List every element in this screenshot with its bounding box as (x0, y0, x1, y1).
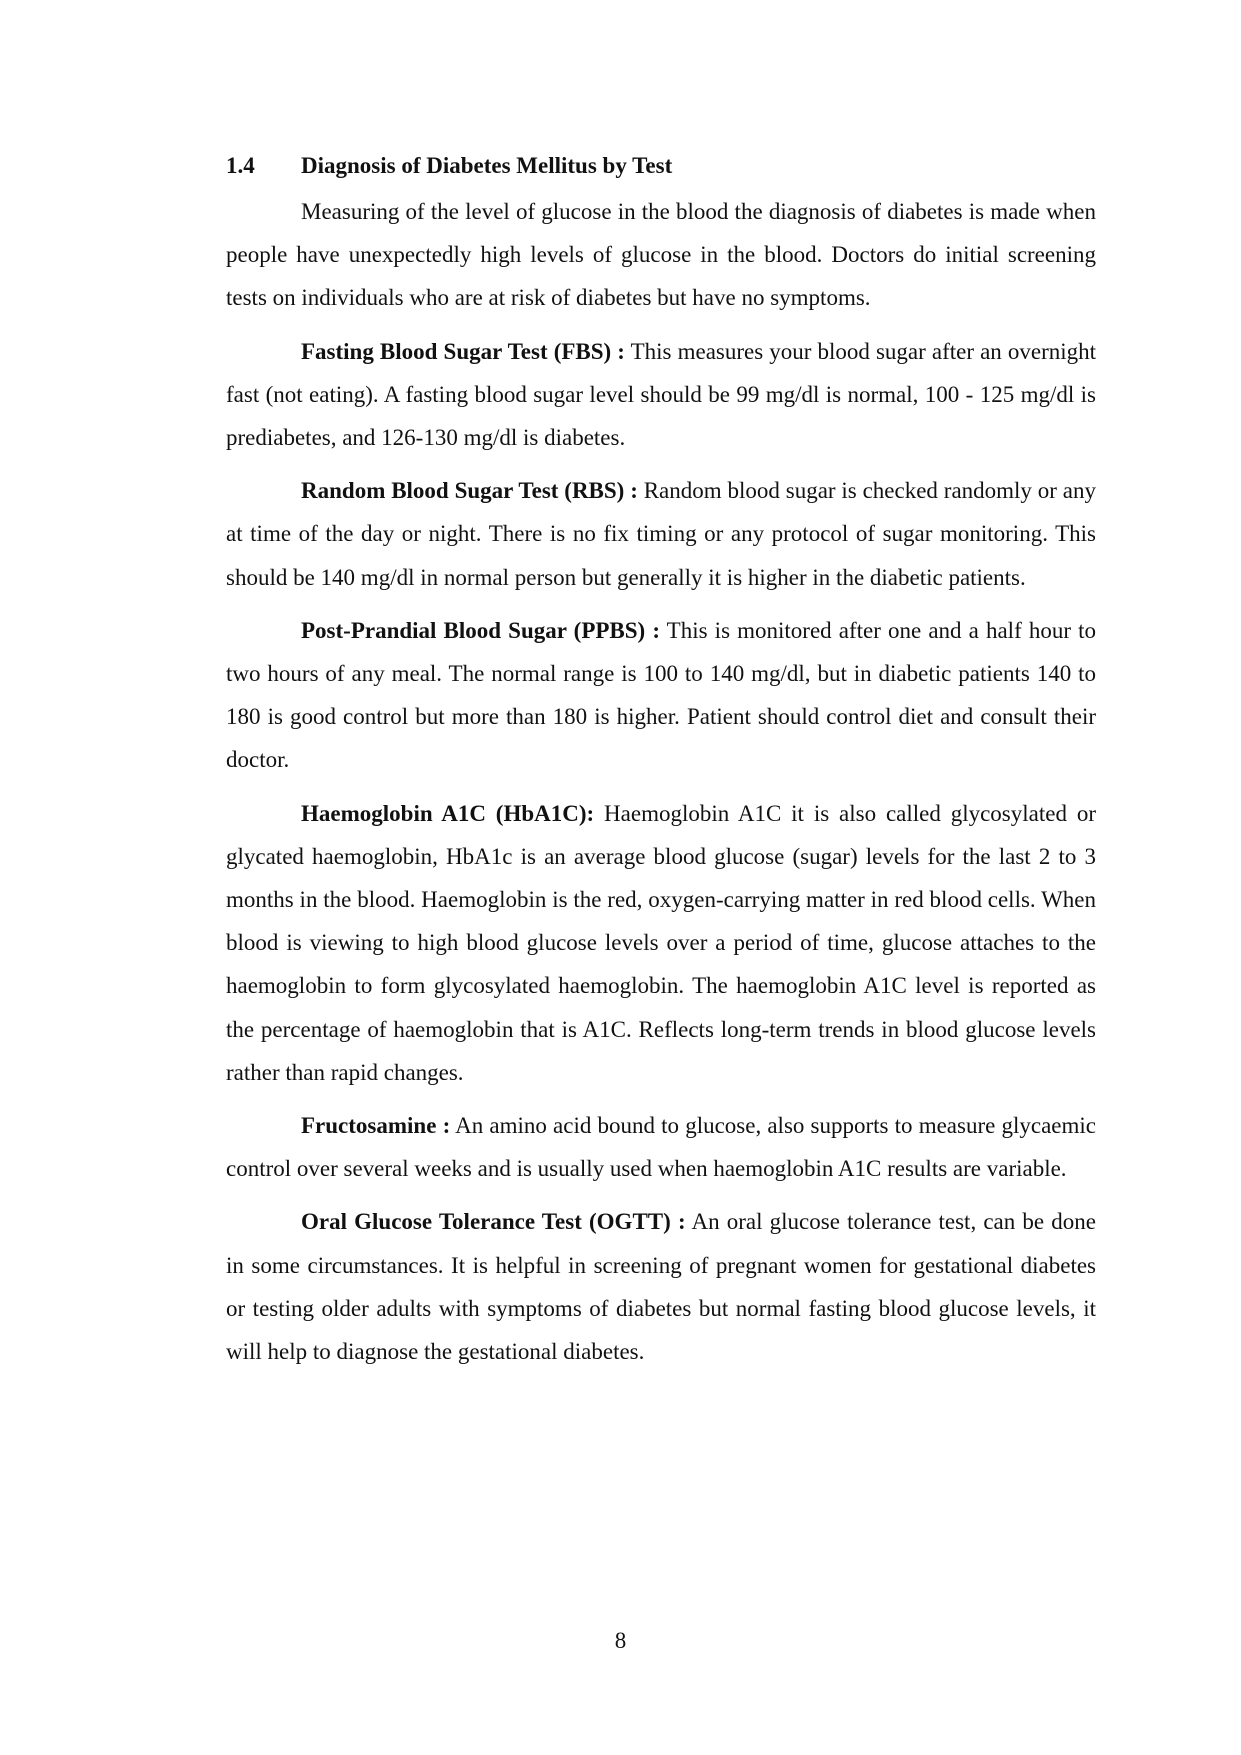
intro-paragraph: Measuring of the level of glucose in the blood the diagnosis of diabetes is made when people have unexpectedly high levels of glucose in the blood. Doctors do initial screening tests on individuals who are at risk of diabetes but have no symptoms. (226, 199, 1096, 311)
page-content (226, 146, 1096, 1383)
paragraph-ppbs (226, 609, 1096, 782)
section-number: 1.4 (226, 153, 255, 178)
term-ppbs: Post-Prandial Blood Sugar (PPBS) : (301, 617, 660, 643)
section-heading (226, 146, 1096, 186)
section-title: Diagnosis of Diabetes Mellitus by Test (301, 153, 673, 178)
term-fbs: Fasting Blood Sugar Test (FBS) : (301, 338, 625, 364)
page-number: 8 (614, 1628, 627, 1653)
text-rbs: Random blood sugar is checked randomly or any at time of the day or night. There is no fix timing or any protocol of sugar monitoring. This should be 140 mg/dl in normal person but generally it is higher in the diabetic patients. (226, 478, 1096, 590)
text-ppbs: This is monitored after one and a half hour to two hours of any meal. The normal range is 100 to 140 mg/dl, but in diabetic patients 140 to 180 is good control but more than 180 is higher. Patient should control diet and consult their doctor. (226, 617, 1096, 773)
paragraph-fbs (226, 330, 1096, 460)
text-hba1c: Haemoglobin A1C it is also called glycosylated or glycated haemoglobin, HbA1c is an average blood glucose (sugar) levels for the last 2 to 3 months in the blood. Haemoglobin is the red, oxygen-carrying matter in red blood cells. When blood is viewing to high blood glucose levels over a period of time, glucose attaches to the haemoglobin to form glycosylated haemoglobin. The haemoglobin A1C level is reported as the percentage of haemoglobin that is A1C. Reflects long-term trends in blood glucose levels rather than rapid changes. (226, 800, 1096, 1085)
paragraph-hba1c (226, 792, 1096, 1094)
text-fructosamine: An amino acid bound to glucose, also supports to measure glycaemic control over several weeks and is usually used when haemoglobin A1C results are variable. (226, 1113, 1096, 1182)
paragraph-rbs (226, 469, 1096, 599)
text-ogtt: An oral glucose tolerance test, can be done in some circumstances. It is helpful in screening of pregnant women for gestational diabetes or testing older adults with symptoms of diabetes but normal fasting blood glucose levels, it will help to diagnose the gestational diabetes. (226, 1209, 1096, 1365)
paragraph-ogtt (226, 1200, 1096, 1373)
paragraph-fructosamine (226, 1104, 1096, 1190)
term-ogtt: Oral Glucose Tolerance Test (OGTT) : (301, 1209, 686, 1235)
term-hba1c: Haemoglobin A1C (HbA1C): (301, 800, 595, 826)
term-rbs: Random Blood Sugar Test (RBS) : (301, 478, 638, 504)
term-fructosamine: Fructosamine : (301, 1113, 451, 1139)
text-fbs: This measures your blood sugar after an overnight fast (not eating). A fasting blood sugar level should be 99 mg/dl is normal, 100 - 125 mg/dl is prediabetes, and 126-130 mg/dl is diabetes. (226, 338, 1097, 451)
